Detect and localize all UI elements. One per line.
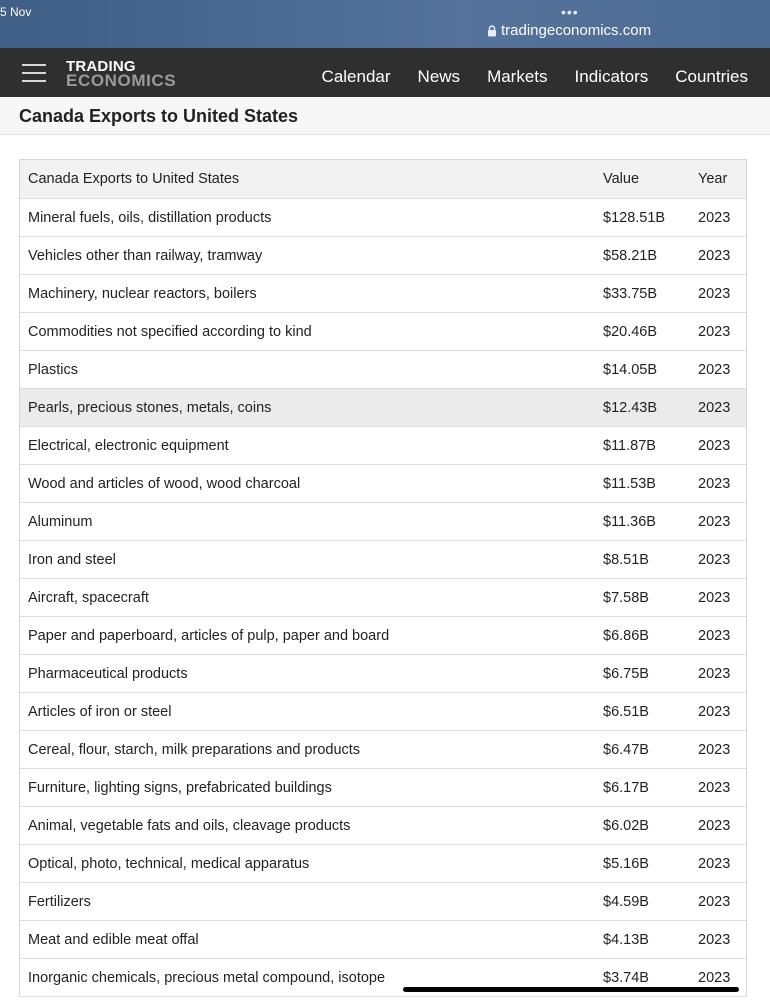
row-name[interactable]: Animal, vegetable fats and oils, cleavage products — [28, 817, 351, 834]
site-nav-bar — [0, 48, 770, 97]
row-value: $5.16B — [603, 855, 649, 872]
row-value: $128.51B — [603, 209, 666, 226]
row-year: 2023 — [698, 779, 731, 796]
row-name[interactable]: Furniture, lighting signs, prefabricated buildings — [28, 779, 332, 796]
row-name[interactable]: Fertilizers — [28, 893, 91, 910]
row-value: $6.86B — [603, 627, 649, 644]
row-name[interactable]: Plastics — [28, 361, 78, 378]
nav-links — [295, 67, 748, 87]
row-name[interactable]: Aluminum — [28, 513, 93, 530]
row-year: 2023 — [698, 475, 731, 492]
row-value: $6.51B — [603, 703, 649, 720]
home-indicator[interactable] — [403, 987, 739, 992]
table-row[interactable] — [20, 693, 746, 731]
row-year: 2023 — [698, 893, 731, 910]
row-name[interactable]: Vehicles other than railway, tramway — [28, 247, 263, 264]
table-row[interactable] — [20, 199, 746, 237]
row-year: 2023 — [698, 589, 731, 606]
table-row[interactable] — [20, 237, 746, 275]
row-year: 2023 — [698, 817, 731, 834]
row-name[interactable]: Wood and articles of wood, wood charcoal — [28, 475, 301, 492]
row-value: $8.51B — [603, 551, 649, 568]
table-row[interactable] — [20, 275, 746, 313]
row-value: $3.74B — [603, 969, 649, 986]
nav-calendar[interactable]: Calendar — [321, 67, 391, 86]
row-year: 2023 — [698, 513, 731, 530]
row-value: $11.87B — [603, 437, 656, 454]
hamburger-menu-icon[interactable] — [22, 64, 46, 82]
row-year: 2023 — [698, 437, 731, 454]
row-year: 2023 — [698, 361, 731, 378]
table-row[interactable] — [20, 579, 746, 617]
row-year: 2023 — [698, 627, 731, 644]
row-name[interactable]: Electrical, electronic equipment — [28, 437, 229, 454]
table-row[interactable] — [20, 769, 746, 807]
header-value[interactable]: Value — [603, 171, 640, 187]
row-name[interactable]: Inorganic chemicals, precious metal compound, isotope — [28, 969, 386, 986]
nav-indicators[interactable]: Indicators — [574, 67, 649, 86]
row-name[interactable]: Meat and edible meat offal — [28, 931, 199, 948]
row-value: $6.47B — [603, 741, 649, 758]
row-year: 2023 — [698, 285, 731, 302]
site-logo[interactable] — [66, 60, 176, 88]
row-year: 2023 — [698, 399, 731, 416]
table-row[interactable] — [20, 351, 746, 389]
row-name[interactable]: Iron and steel — [28, 551, 116, 568]
page-title: Canada Exports to United States — [19, 106, 299, 126]
row-name[interactable]: Optical, photo, technical, medical apparatus — [28, 855, 310, 872]
table-row[interactable] — [20, 921, 746, 959]
row-name[interactable]: Articles of iron or steel — [28, 703, 172, 720]
page-title-bar — [0, 97, 770, 135]
row-year: 2023 — [698, 209, 731, 226]
exports-table — [19, 159, 747, 997]
table-row[interactable] — [20, 731, 746, 769]
row-year: 2023 — [698, 247, 731, 264]
table-row[interactable] — [20, 845, 746, 883]
row-year: 2023 — [698, 931, 731, 948]
row-year: 2023 — [698, 741, 731, 758]
table-row-highlighted[interactable] — [20, 389, 746, 427]
row-value: $58.21B — [603, 247, 658, 264]
logo-top-text: TRADING — [66, 58, 136, 75]
row-name[interactable]: Aircraft, spacecraft — [28, 589, 149, 606]
row-value: $6.75B — [603, 665, 649, 682]
row-value: $20.46B — [603, 323, 658, 340]
status-time: 5 Nov — [0, 5, 32, 19]
row-value: $11.53B — [603, 475, 656, 492]
row-value: $33.75B — [603, 285, 658, 302]
table-row[interactable] — [20, 883, 746, 921]
row-year: 2023 — [698, 665, 731, 682]
nav-countries[interactable]: Countries — [675, 67, 748, 86]
table-header-row — [20, 160, 746, 199]
row-year: 2023 — [698, 551, 731, 568]
row-value: $4.59B — [603, 893, 649, 910]
table-row[interactable] — [20, 427, 746, 465]
url-text[interactable]: tradingeconomics.com — [501, 22, 652, 39]
row-name[interactable]: Pearls, precious stones, metals, coins — [28, 399, 272, 416]
nav-news[interactable]: News — [417, 67, 461, 86]
row-year: 2023 — [698, 855, 731, 872]
row-name[interactable]: Mineral fuels, oils, distillation products — [28, 209, 272, 226]
row-value: $4.13B — [603, 931, 649, 948]
header-name[interactable]: Canada Exports to United States — [28, 171, 240, 187]
tab-dots-icon[interactable]: ••• — [561, 4, 579, 20]
row-value: $12.43B — [603, 399, 658, 416]
table-row[interactable] — [20, 541, 746, 579]
row-year: 2023 — [698, 969, 731, 986]
status-bar — [0, 0, 770, 48]
header-year[interactable]: Year — [698, 171, 728, 187]
table-row[interactable] — [20, 655, 746, 693]
table-row[interactable] — [20, 313, 746, 351]
table-row[interactable] — [20, 503, 746, 541]
row-year: 2023 — [698, 323, 731, 340]
row-name[interactable]: Paper and paperboard, articles of pulp, paper and board — [28, 627, 390, 644]
row-year: 2023 — [698, 703, 731, 720]
nav-markets[interactable]: Markets — [487, 67, 548, 86]
row-name[interactable]: Pharmaceutical products — [28, 665, 188, 682]
row-value: $7.58B — [603, 589, 649, 606]
row-value: $6.02B — [603, 817, 649, 834]
logo-bottom-text: ECONOMICS — [66, 71, 177, 90]
row-value: $11.36B — [603, 513, 656, 530]
lock-icon — [487, 25, 497, 37]
row-name[interactable]: Machinery, nuclear reactors, boilers — [28, 285, 257, 302]
table-row[interactable] — [20, 617, 746, 655]
table-row[interactable] — [20, 465, 746, 503]
row-value: $6.17B — [603, 779, 649, 796]
table-row[interactable] — [20, 807, 746, 845]
row-value: $14.05B — [603, 361, 658, 378]
row-name[interactable]: Cereal, flour, starch, milk preparations and products — [28, 741, 361, 758]
row-name[interactable]: Commodities not specified according to kind — [28, 323, 312, 340]
address-bar[interactable] — [487, 22, 651, 39]
